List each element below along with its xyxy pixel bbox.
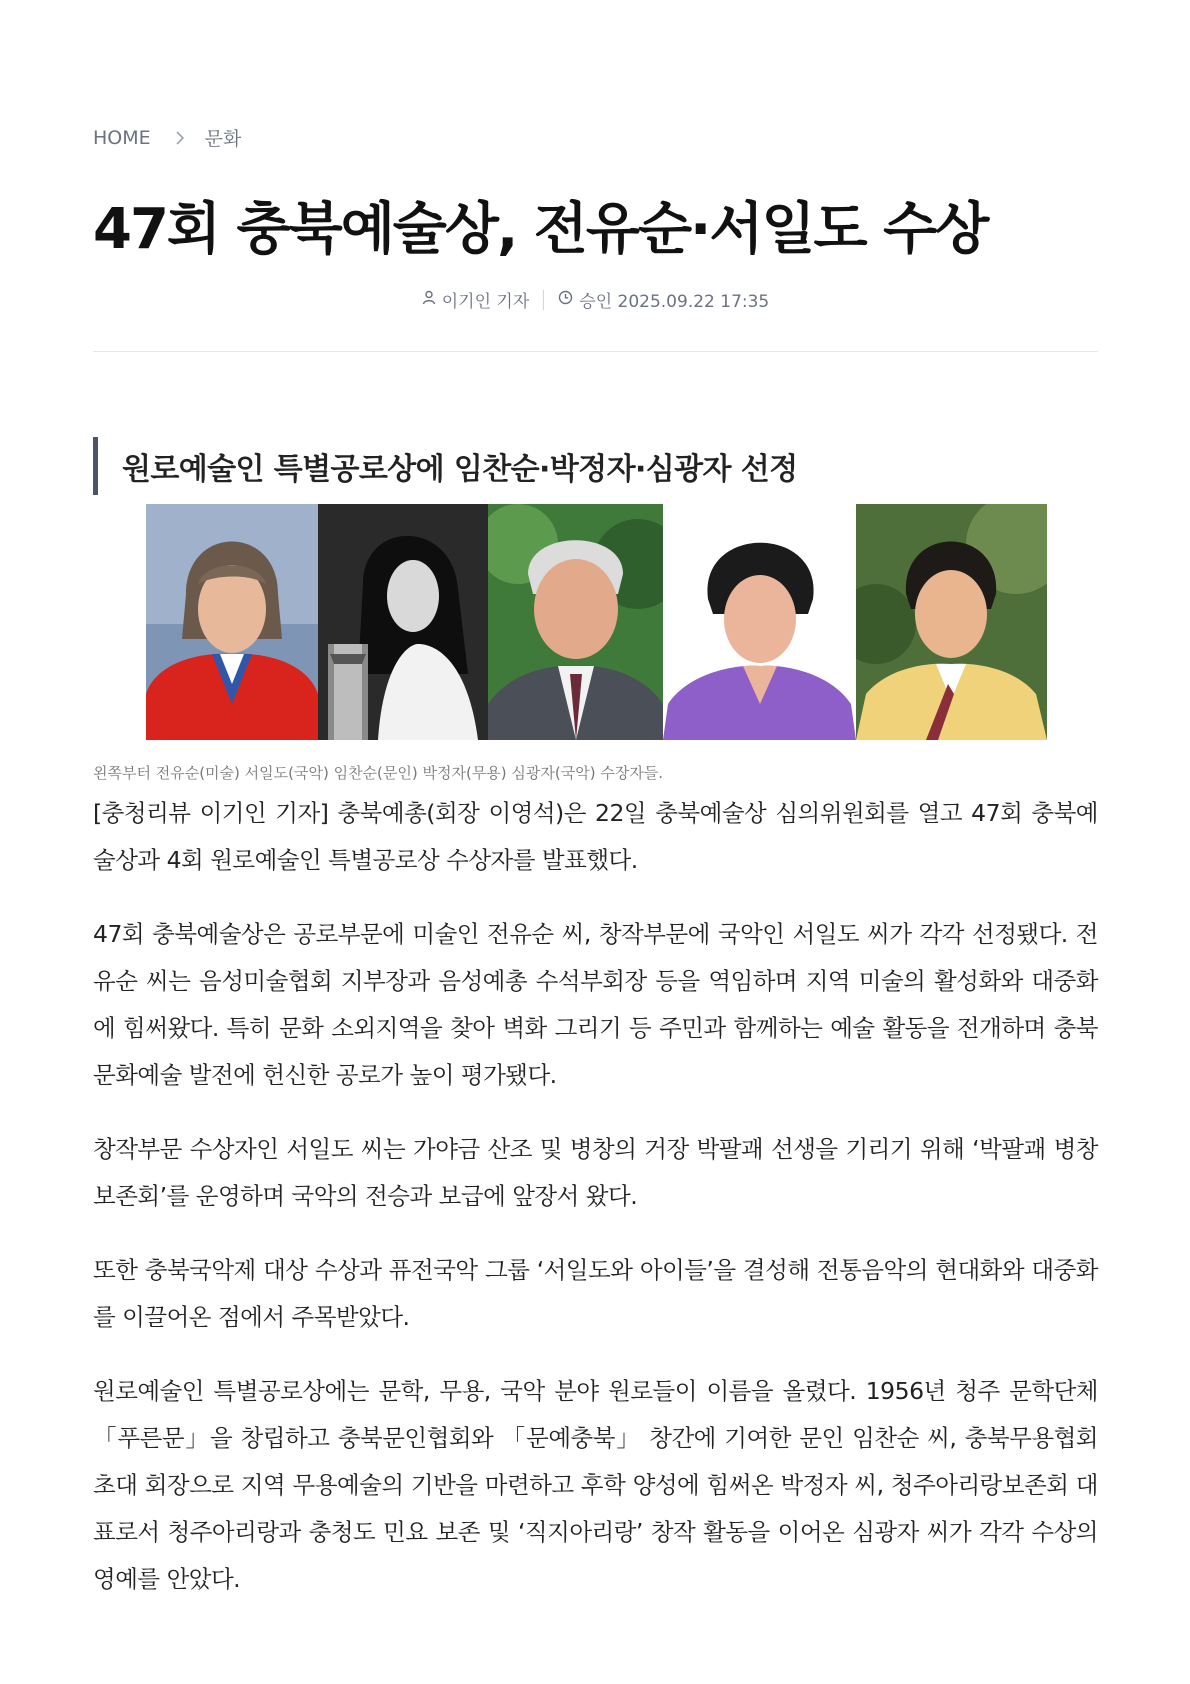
approved-datetime: 승인 2025.09.22 17:35 (579, 292, 770, 312)
portrait-photo-4 (663, 504, 856, 740)
person-icon (422, 290, 436, 310)
article-headline: 47회 충북예술상, 전유순·서일도 수상 (93, 197, 988, 262)
portrait-photo-5 (856, 504, 1047, 740)
portrait-photo-2 (318, 504, 488, 740)
article-paragraph: 또한 충북국악제 대상 수상과 퓨전국악 그룹 ‘서일도와 아이들’을 결성해 전통음악의 현대화와 대중화를 이끌어온 점에서 주목받았다. (93, 1256, 1098, 1331)
clock-icon (558, 290, 573, 310)
author-name: 이기인 기자 (441, 292, 530, 312)
approved-info (558, 287, 769, 312)
header-divider (93, 351, 1098, 352)
portrait-photo-3 (488, 504, 663, 740)
chevron-right-icon (175, 131, 185, 145)
article-body (93, 790, 1098, 1630)
meta-divider (543, 290, 544, 310)
breadcrumb-home-link[interactable]: HOME (93, 126, 151, 149)
article-subheadline: 원로예술인 특별공로상에 임찬순·박정자·심광자 선정 (93, 437, 1093, 495)
article-meta (93, 287, 1098, 312)
portrait-photo-1 (146, 504, 318, 740)
award-winners-photo[interactable] (146, 504, 1047, 740)
article-paragraph: [충청리뷰 이기인 기자] 충북예총(회장 이영석)은 22일 충북예술상 심의위원회를 열고 47회 충북예술상과 4회 원로예술인 특별공로상 수상자를 발표했다. (93, 799, 1098, 874)
article-paragraph: 창작부문 수상자인 서일도 씨는 가야금 산조 및 병창의 거장 박팔괘 선생을 기리기 위해 ‘박팔괘 병창보존회’를 운영하며 국악의 전승과 보급에 앞장서 왔다. (93, 1135, 1098, 1210)
author-info[interactable] (422, 287, 530, 312)
breadcrumb (93, 124, 241, 151)
article-paragraph: 원로예술인 특별공로상에는 문학, 무용, 국악 분야 원로들이 이름을 올렸다. 1956년 청주 문학단체 「푸른문」을 창립하고 충북문인협회와 「문예충북」 창간에 기여한 문인 임찬순 씨, 충북무용협회 초대 회장으로 지역 무용예술의 기반을 마련하고 후학 양성에 힘써온 박정자 씨, 청주아리랑보존회 대표로서 청주아리랑과 충청도 민요 보존 및 ‘직지아리랑’ 창작 활동을 이어온 심광자 씨가 각각 수상의 영예를 안았다. (93, 1377, 1098, 1593)
photo-caption: 왼쪽부터 전유순(미술) 서일도(국악) 임찬순(문인) 박정자(무용) 심광자(국악) 수장자들. (93, 764, 664, 782)
breadcrumb-section-link[interactable]: 문화 (204, 128, 242, 150)
article-paragraph: 47회 충북예술상은 공로부문에 미술인 전유순 씨, 창작부문에 국악인 서일도 씨가 각각 선정됐다. 전유순 씨는 음성미술협회 지부장과 음성예총 수석부회장 등을 역임하며 지역 미술의 활성화와 대중화에 힘써왔다. 특히 문화 소외지역을 찾아 벽화 그리기 등 주민과 함께하는 예술 활동을 전개하며 충북 문화예술 발전에 헌신한 공로가 높이 평가됐다. (93, 920, 1098, 1089)
